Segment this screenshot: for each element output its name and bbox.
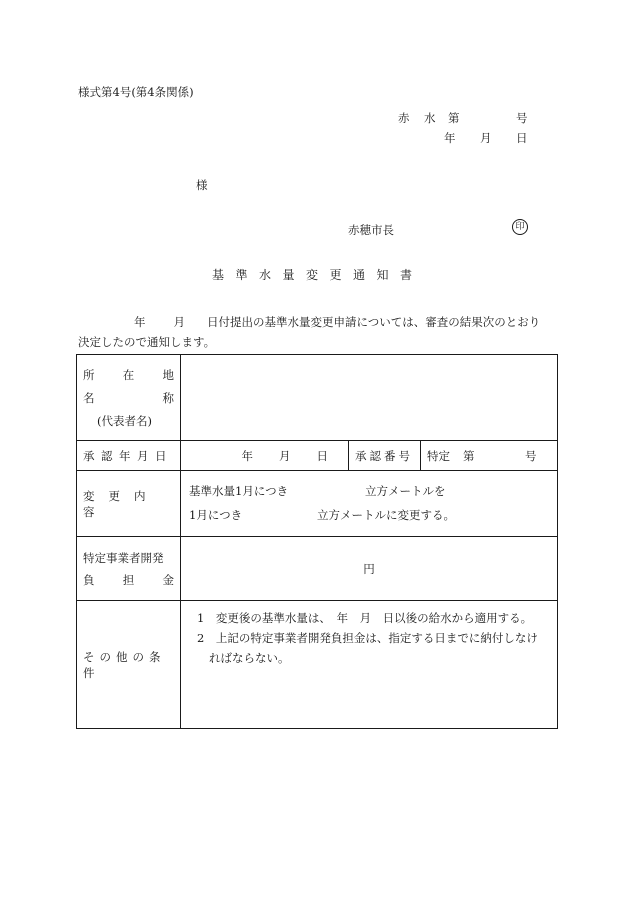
condition-2-line-2: ればならない。 <box>209 651 290 665</box>
conditions-value <box>181 601 558 729</box>
issue-year: 年 <box>444 131 456 145</box>
addressee-honorific: 様 <box>196 178 208 192</box>
conditions-row <box>77 601 558 729</box>
location-label-cell <box>77 355 181 441</box>
issue-month: 月 <box>480 131 492 145</box>
condition-1: 1 変更後の基準水量は、 年 月 日以後の給水から適用する。 <box>197 611 533 625</box>
body-line-1 <box>78 312 558 332</box>
body-line-1-rest: 日付提出の基準水量変更申請については、審査の結果次のとおり <box>207 315 541 329</box>
conditions-label: その他の条件 <box>77 601 181 729</box>
location-row <box>77 355 558 441</box>
representative-label: (代表者名) <box>97 413 152 428</box>
location-label: 所 在 地 <box>83 367 174 382</box>
notification-table <box>76 354 558 729</box>
change-label: 変更内容 <box>77 471 181 537</box>
form-number: 様式第4号(第4条関係) <box>78 85 194 99</box>
body-year: 年 <box>134 315 146 329</box>
condition-2-line-1: 2 上記の特定事業者開発負担金は、指定する日までに納付しなけ <box>197 631 538 645</box>
body-line-2: 決定したので通知します。 <box>78 335 216 349</box>
body-text <box>78 312 558 352</box>
issuer-name: 赤穂市長 <box>348 223 394 237</box>
charge-row <box>77 537 558 601</box>
body-month: 月 <box>173 315 185 329</box>
issue-day: 日 <box>516 131 528 145</box>
approval-number-value: 特定 第 号 <box>421 441 558 471</box>
document-title: 基準水量変更通知書 <box>212 268 424 282</box>
name-label: 名 称 <box>83 390 174 405</box>
approval-date-label: 承認年月日 <box>77 441 181 471</box>
location-value <box>181 355 558 441</box>
ref-part-1: 赤 <box>398 111 410 125</box>
change-row <box>77 471 558 537</box>
approval-row <box>77 441 558 471</box>
ref-part-3: 第 <box>448 111 460 125</box>
approval-number-label: 承認番号 <box>349 441 421 471</box>
ref-part-2: 水 <box>424 111 436 125</box>
approval-date-value: 年 月 日 <box>181 441 349 471</box>
seal-mark: 印 <box>512 219 528 235</box>
charge-value: 円 <box>181 537 558 601</box>
charge-label: 特定事業者開発 負 担 金 <box>77 537 181 601</box>
ref-part-4: 号 <box>516 111 528 125</box>
change-value: 基準水量1月につき 立方メートルを 1月につき 立方メートルに変更する。 <box>181 471 558 537</box>
